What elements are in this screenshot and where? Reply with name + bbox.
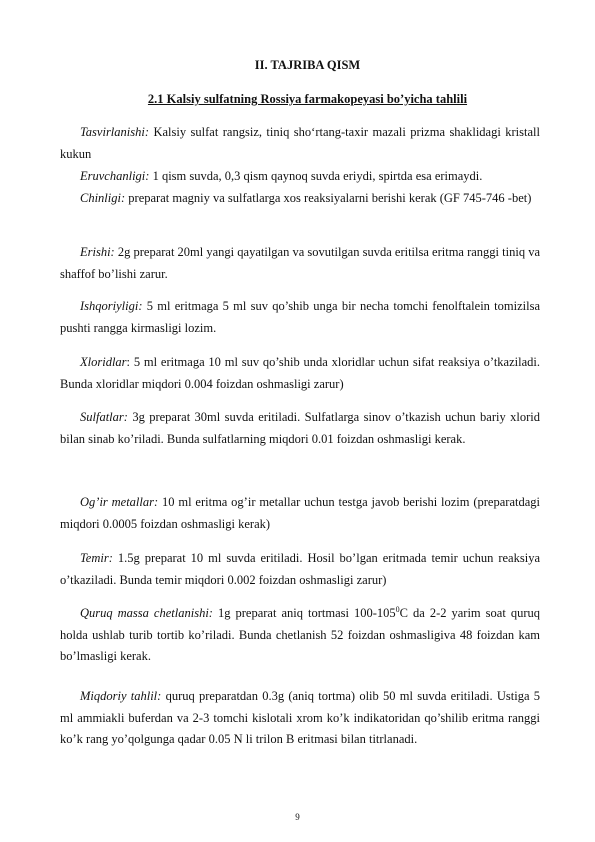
paragraph-miqdoriy-tahlil (60, 686, 540, 751)
paragraph-text: 2g preparat 20ml yangi qayatilgan va sovutilgan suvda eritilsa eritma ranggi tiniq va shaffof bo’lishi zarur. (60, 245, 540, 281)
paragraph-eruvchanligi (60, 166, 540, 188)
paragraph-label: Chinligi: (80, 191, 126, 205)
paragraph-label: Xloridlar (80, 355, 127, 369)
paragraph-text: preparat magniy va sulfatlarga xos reaksiyalarni berishi kerak (GF 745-746 -bet) (125, 191, 532, 205)
paragraph-text: 1.5g preparat 10 ml suvda eritiladi. Hosil bo’lgan eritmada temir uchun reaksiya o’tkaziladi. Bunda temir miqdori 0.002 foizdan oshmasligi zarur) (60, 551, 540, 587)
paragraph-text: 10 ml eritma og’ir metallar uchun testga javob berishi lozim (preparatdagi miqdori 0.0005 foizdan oshmasligi kerak) (60, 495, 540, 531)
paragraph-label: Eruvchanligi: (80, 169, 150, 183)
paragraph-label: Quruq massa chetlanishi: (80, 606, 213, 620)
paragraph-label: Miqdoriy tahlil: (80, 689, 162, 703)
paragraph-label: Og’ir metallar: (80, 495, 159, 509)
paragraph-xloridlar (60, 352, 540, 395)
paragraph-ishqoriyligi (60, 296, 540, 339)
paragraph-quruq-massa (60, 603, 540, 668)
paragraph-label: Erishi: (80, 245, 115, 259)
paragraph-sulfatlar (60, 407, 540, 450)
degree-superscript: 0 (395, 604, 400, 614)
paragraph-temir (60, 548, 540, 591)
paragraph-text: 1 qism suvda, 0,3 qism qaynoq suvda eriydi, spirtda esa erimaydi. (149, 169, 483, 183)
paragraph-text-start: 1g preparat aniq tortmasi 100-105 (212, 606, 396, 620)
paragraph-label: Temir: (80, 551, 113, 565)
page-number: 9 (295, 812, 300, 822)
paragraph-text: 3g preparat 30ml suvda eritiladi. Sulfatlarga sinov o’tkazish uchun bariy xlorid bilan sinab ko’riladi. Bunda sulfatlarning miqdori 0.01 foizdan oshmasligi kerak. (60, 410, 540, 446)
paragraph-text: quruq preparatdan 0.3g (aniq tortma) olib 50 ml suvda eritiladi. Ustiga 5 ml ammiakli buferdan va 2-3 tomchi kislotali xrom ko’k indikatoridan qo’shilib eritma ranggi ko’k rang yo’qolgunga qadar 0.05 N li trilon B eritmasi bilan titrlanadi. (60, 689, 540, 746)
paragraph-label: Ishqoriyligi: (80, 299, 143, 313)
paragraph-text: Kalsiy sulfat rangsiz, tiniq sho‘rtang-taxir mazali prizma shaklidagi kristall kukun (60, 125, 540, 161)
section-heading: II. TAJRIBA QISM (254, 58, 361, 72)
paragraph-erishi (60, 242, 540, 285)
paragraph-chinligi (60, 188, 540, 210)
paragraph-text: : 5 ml eritmaga 10 ml suv qo’shib unda xloridlar uchun sifat reaksiya o’tkaziladi. Bunda xloridlar miqdori 0.004 foizdan oshmasligi zarur) (60, 355, 540, 391)
paragraph-label: Tasvirlanishi: (80, 125, 150, 139)
paragraph-label: Sulfatlar: (80, 410, 128, 424)
subsection-heading: 2.1 Kalsiy sulfatning Rossiya farmakopeyasi bo’yicha tahlili (147, 92, 468, 106)
paragraph-ogir-metallar (60, 492, 540, 535)
paragraph-text: 5 ml eritmaga 5 ml suv qo’shib unga bir necha tomchi fenolftalein tomizilsa pushti rangga kirmasligi lozim. (60, 299, 540, 335)
paragraph-tasvirlanishi (60, 122, 540, 165)
paragraph-text: C da 2-2 yarim soat quruq holda ushlab turib tortib ko’riladi. Bunda chetlanish 52 foizdan oshmasligiva 48 foizdan kam bo’lmasligi kerak. (60, 606, 540, 663)
